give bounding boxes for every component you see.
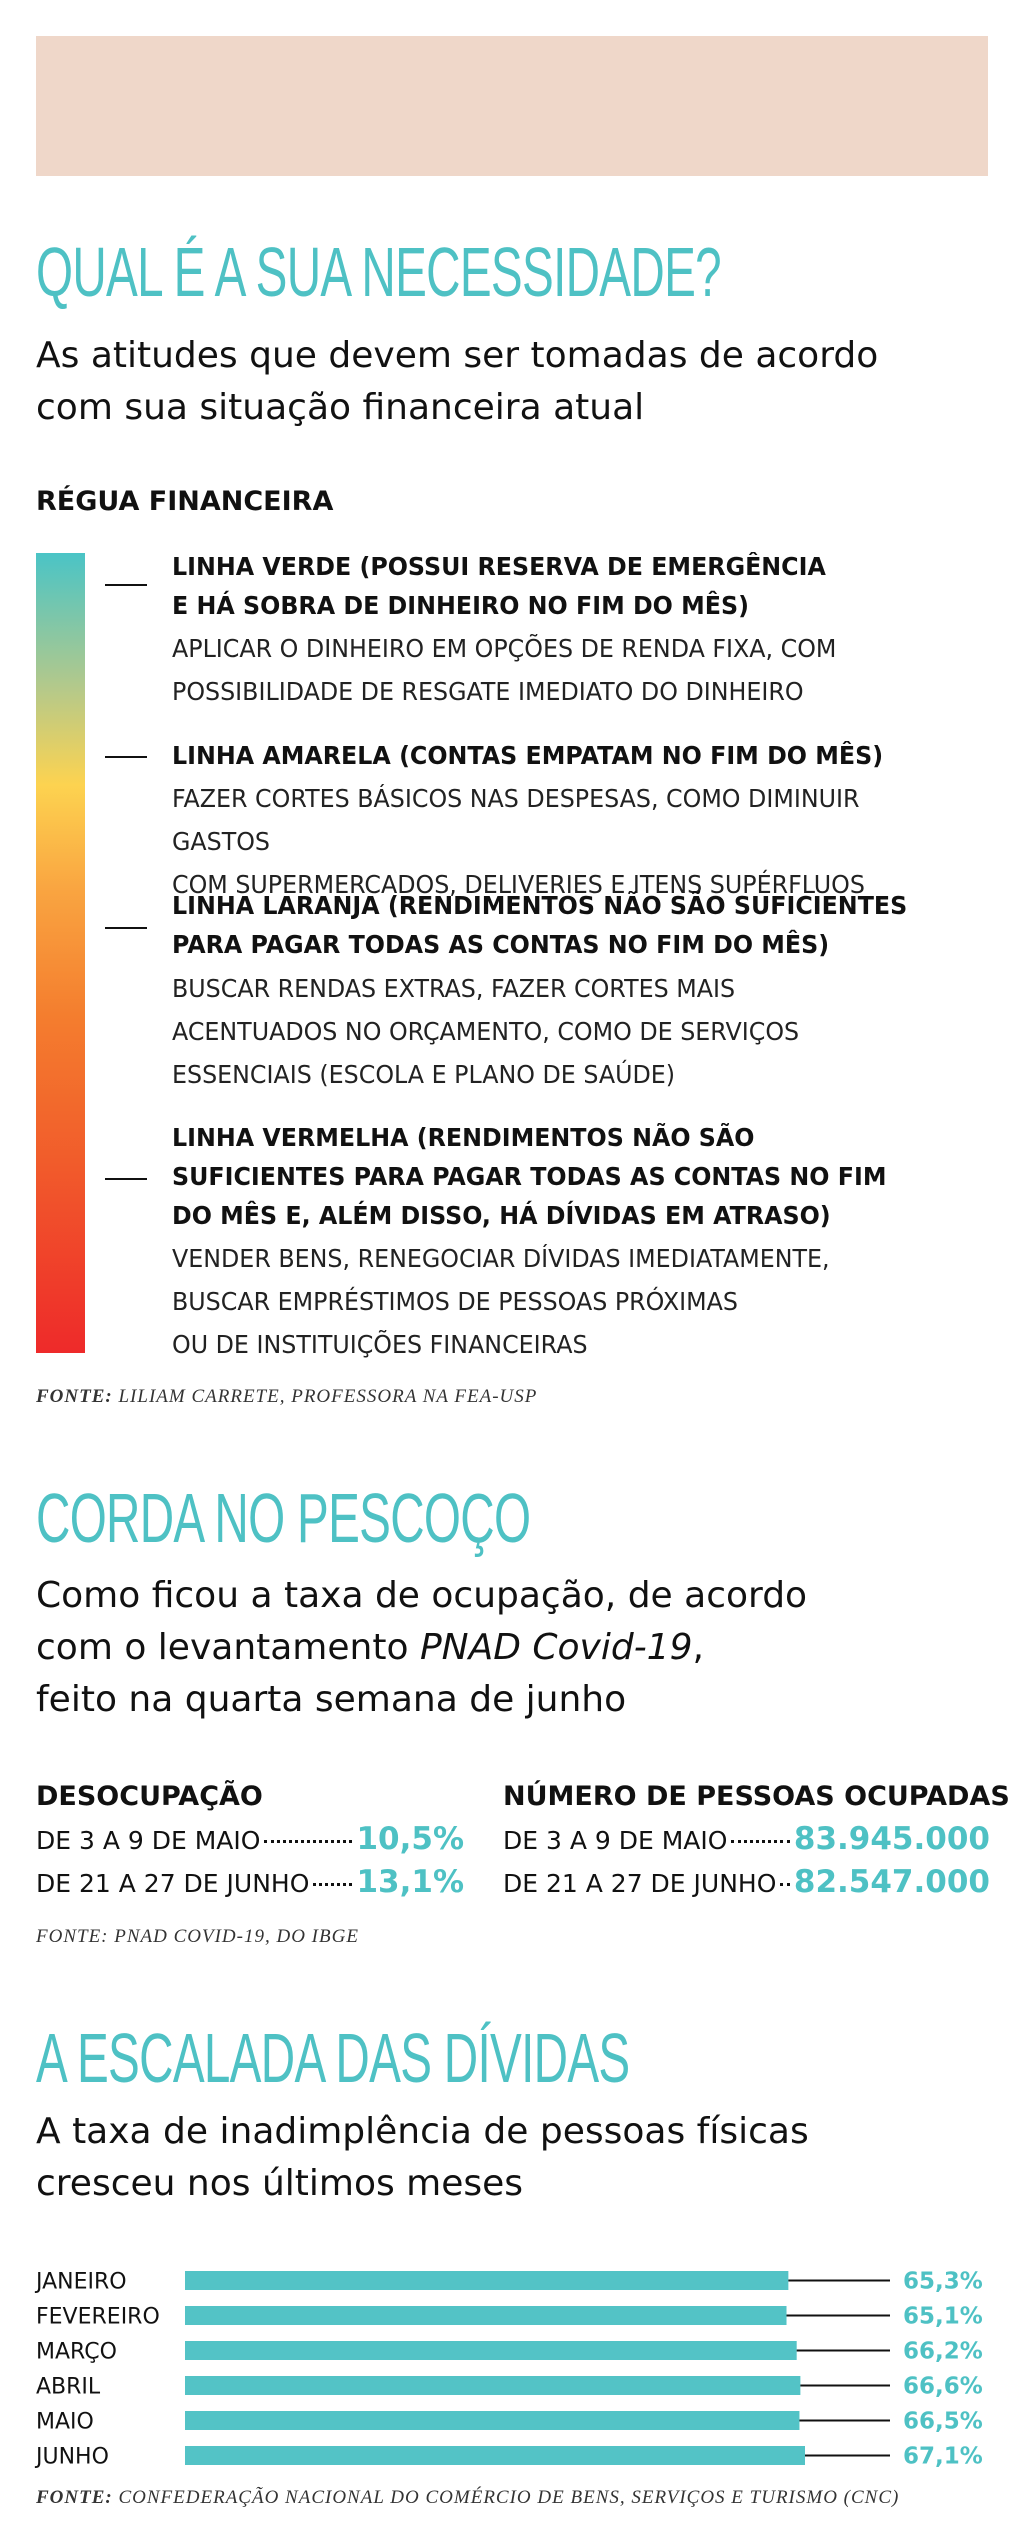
ocupadas-row	[503, 1864, 990, 1904]
source-corda: FONTE: PNAD COVID-19, DO IBGE	[36, 1926, 359, 1947]
value-label: 66,5%	[903, 2408, 983, 2435]
ruler-label: RÉGUA FINANCEIRA	[36, 486, 334, 517]
section-subtitle-dividas: A taxa de inadimplência de pessoas físicas cresceu nos últimos meses	[36, 2111, 809, 2204]
line-yellow-body: FAZER CORTES BÁSICOS NAS DESPESAS, COMO DIMINUIR GASTOS COM SUPERMERCADOS, DELIVERIES E ITENS SUPÉRFLUOS	[172, 784, 865, 899]
source-necessidade	[36, 1386, 537, 1408]
value-label: 66,6%	[903, 2373, 983, 2400]
line-red-heading: LINHA VERMELHA (RENDIMENTOS NÃO SÃO SUFICIENTES PARA PAGAR TODAS AS CONTAS NO FIM DO MÊS E, ALÉM DISSO, HÁ DÍVIDAS EM ATRASO)	[172, 1123, 887, 1230]
source-text: CONFEDERAÇÃO NACIONAL DO COMÉRCIO DE BENS, SERVIÇOS E TURISMO (CNC)	[118, 2487, 900, 2508]
ocupadas-row	[503, 1821, 990, 1861]
value-label: 65,1%	[903, 2303, 983, 2330]
value-label: 67,1%	[903, 2443, 983, 2470]
row-label: DE 21 A 27 DE JUNHO	[36, 1869, 310, 1898]
source-dividas	[36, 2487, 899, 2509]
line-yellow-heading: LINHA AMARELA (CONTAS EMPATAM NO FIM DO MÊS)	[172, 741, 884, 770]
ruler-tick-yellow	[105, 756, 147, 758]
row-value: 13,1%	[356, 1864, 464, 1900]
row-label: DE 21 A 27 DE JUNHO	[503, 1869, 777, 1898]
desocupacao-row	[36, 1821, 464, 1861]
subtitle-part-2: , feito na quarta semana de junho	[36, 1627, 704, 1720]
value-label: 66,2%	[903, 2338, 983, 2365]
category-label: MAIO	[36, 2409, 94, 2435]
bar-junho	[185, 2446, 805, 2465]
row-label: DE 3 A 9 DE MAIO	[36, 1826, 261, 1855]
source-text: LILIAM CARRETE, PROFESSORA NA FEA-USP	[118, 1386, 538, 1407]
row-label: DE 3 A 9 DE MAIO	[503, 1826, 728, 1855]
line-green-body: APLICAR O DINHEIRO EM OPÇÕES DE RENDA FIXA, COM POSSIBILIDADE DE RESGATE IMEDIATO DO DINHEIRO	[172, 634, 837, 706]
line-green-heading: LINHA VERDE (POSSUI RESERVA DE EMERGÊNCIA E HÁ SOBRA DE DINHEIRO NO FIM DO MÊS)	[172, 552, 826, 620]
line-orange-heading: LINHA LARANJA (RENDIMENTOS NÃO SÃO SUFICIENTES PARA PAGAR TODAS AS CONTAS NO FIM DO MÊS)	[172, 891, 908, 959]
row-value: 10,5%	[356, 1821, 464, 1857]
inadimplencia-bar-chart	[0, 2250, 1024, 2480]
category-label: MARÇO	[36, 2339, 117, 2365]
row-value: 82.547.000	[793, 1864, 990, 1900]
ruler-tick-green	[105, 584, 147, 586]
ruler-tick-red	[105, 1178, 147, 1180]
dot-leader	[313, 1883, 352, 1886]
category-label: JUNHO	[36, 2444, 109, 2470]
section-title-necessidade: QUAL É A SUA NECESSIDADE?	[36, 233, 721, 311]
ruler-tick-orange	[105, 927, 147, 929]
dot-leader	[731, 1840, 789, 1843]
financial-ruler-gradient	[36, 553, 85, 1353]
bar-fevereiro	[185, 2306, 787, 2325]
dot-leader	[780, 1883, 789, 1886]
bar-janeiro	[185, 2271, 788, 2290]
category-label: JANEIRO	[36, 2269, 127, 2295]
bar-maio	[185, 2411, 799, 2430]
subtitle-italic: PNAD Covid-19	[419, 1627, 693, 1668]
value-label: 65,3%	[903, 2268, 983, 2295]
bar-abril	[185, 2376, 800, 2395]
line-red-body: VENDER BENS, RENEGOCIAR DÍVIDAS IMEDIATAMENTE, BUSCAR EMPRÉSTIMOS DE PESSOAS PRÓXIMAS OU DE INSTITUIÇÕES FINANCEIRAS	[172, 1244, 830, 1359]
top-banner-box	[36, 36, 988, 176]
category-label: FEVEREIRO	[36, 2304, 160, 2330]
row-value: 83.945.000	[793, 1821, 990, 1857]
ocupadas-heading: NÚMERO DE PESSOAS OCUPADAS	[503, 1781, 1010, 1812]
desocupacao-heading: DESOCUPAÇÃO	[36, 1781, 263, 1812]
desocupacao-row	[36, 1864, 464, 1904]
section-subtitle-corda	[36, 1570, 996, 1726]
section-title-dividas: A ESCALADA DAS DÍVIDAS	[36, 2019, 630, 2097]
section-title-corda: CORDA NO PESCOÇO	[36, 1479, 531, 1557]
source-label: FONTE:	[36, 2487, 113, 2508]
dot-leader	[264, 1840, 352, 1843]
category-label: ABRIL	[36, 2374, 101, 2400]
source-label: FONTE:	[36, 1386, 113, 1407]
line-orange-body: BUSCAR RENDAS EXTRAS, FAZER CORTES MAIS ACENTUADOS NO ORÇAMENTO, COMO DE SERVIÇOS ESSENCIAIS (ESCOLA E PLANO DE SAÚDE)	[172, 974, 800, 1089]
bar-março	[185, 2341, 797, 2360]
section-subtitle-necessidade: As atitudes que devem ser tomadas de acordo com sua situação financeira atual	[36, 335, 879, 428]
subtitle-part-1: Como ficou a taxa de ocupação, de acordo com o levantamento	[36, 1575, 808, 1668]
